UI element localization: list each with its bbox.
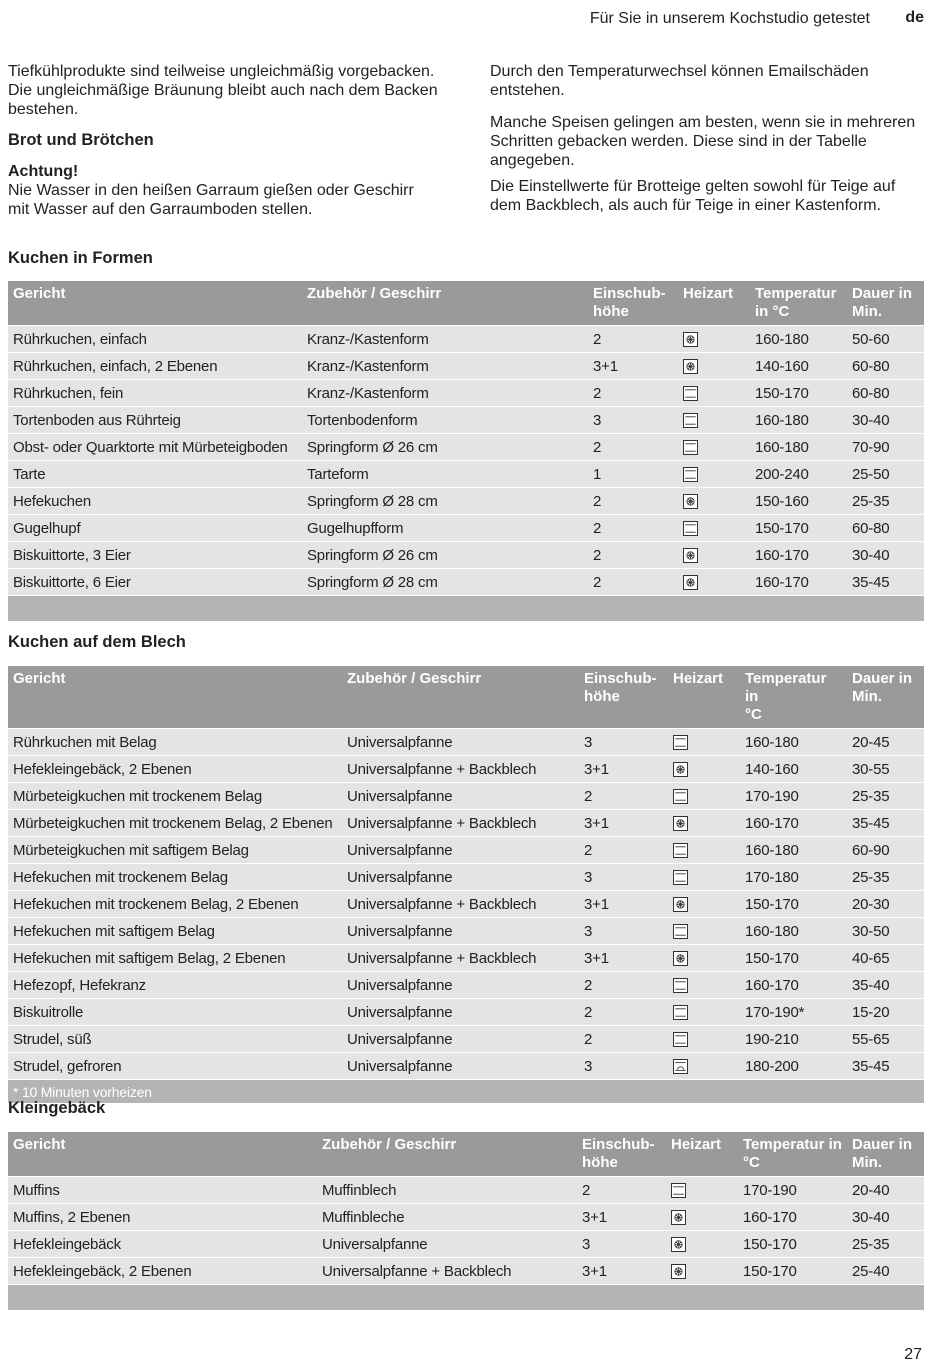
accessory-cell: Universalpfanne <box>342 1053 579 1080</box>
duration-cell: 25-50 <box>847 461 924 488</box>
dish-cell: Hefezopf, Hefekranz <box>8 972 342 999</box>
table-footnote <box>8 1285 924 1311</box>
temperature-cell: 170-180 <box>740 864 847 891</box>
temperature-cell: 160-170 <box>750 542 847 569</box>
shelf-level-cell: 3+1 <box>588 353 678 380</box>
page-number: 27 <box>904 1346 922 1363</box>
heating-mode-cell <box>668 783 740 810</box>
temperature-cell: 150-170 <box>750 515 847 542</box>
fan-heating-icon <box>671 1237 686 1252</box>
heating-mode-cell <box>666 1258 738 1285</box>
column-header: Einschub- höhe <box>577 1132 666 1177</box>
temperature-cell: 160-180 <box>750 434 847 461</box>
dish-cell: Tarte <box>8 461 302 488</box>
table-row <box>8 837 924 864</box>
heating-mode-cell <box>668 1026 740 1053</box>
duration-cell: 25-40 <box>847 1258 924 1285</box>
table-row <box>8 353 924 380</box>
accessory-cell: Universalpfanne <box>342 783 579 810</box>
dish-cell: Hefekuchen mit saftigem Belag <box>8 918 342 945</box>
heating-mode-cell <box>678 569 750 596</box>
temperature-cell: 150-170 <box>738 1231 847 1258</box>
fan-heating-icon <box>683 548 698 563</box>
temperature-cell: 190-210 <box>740 1026 847 1053</box>
shelf-level-cell: 1 <box>588 461 678 488</box>
table-row <box>8 1026 924 1053</box>
dish-cell: Hefekuchen <box>8 488 302 515</box>
accessory-cell: Universalpfanne <box>342 837 579 864</box>
dish-cell: Mürbeteigkuchen mit trockenem Belag <box>8 783 342 810</box>
duration-cell: 35-45 <box>847 1053 924 1080</box>
top-bottom-heat-icon <box>673 924 688 939</box>
temperature-cell: 150-170 <box>740 945 847 972</box>
page-header <box>0 8 950 30</box>
language-code: de <box>905 9 924 26</box>
table-title: Kuchen in Formen <box>8 249 153 267</box>
table-row <box>8 891 924 918</box>
temperature-cell: 160-180 <box>750 407 847 434</box>
dish-cell: Hefekuchen mit trockenem Belag <box>8 864 342 891</box>
column-header: Einschub- höhe <box>579 666 668 729</box>
heating-mode-cell <box>668 756 740 783</box>
table-row <box>8 515 924 542</box>
heating-mode-cell <box>668 891 740 918</box>
shelf-level-cell: 3+1 <box>577 1258 666 1285</box>
duration-cell: 25-35 <box>847 864 924 891</box>
top-bottom-heat-icon <box>683 521 698 536</box>
duration-cell: 60-90 <box>847 837 924 864</box>
heating-mode-cell <box>678 461 750 488</box>
temperature-cell: 140-160 <box>740 756 847 783</box>
accessory-cell: Muffinblech <box>317 1177 577 1204</box>
shelf-level-cell: 2 <box>588 326 678 353</box>
intro-left-column <box>8 62 438 231</box>
column-header: Zubehör / Geschirr <box>302 281 588 326</box>
table-row <box>8 434 924 461</box>
table-header-row <box>8 281 924 326</box>
shelf-level-cell: 2 <box>588 434 678 461</box>
top-bottom-heat-icon <box>673 843 688 858</box>
heating-mode-cell <box>668 864 740 891</box>
duration-cell: 60-80 <box>847 380 924 407</box>
table-row <box>8 326 924 353</box>
shelf-level-cell: 2 <box>588 515 678 542</box>
column-header: Heizart <box>678 281 750 326</box>
table-row <box>8 488 924 515</box>
shelf-level-cell: 2 <box>588 569 678 596</box>
accessory-cell: Muffinbleche <box>317 1204 577 1231</box>
fan-heating-icon <box>683 575 698 590</box>
top-bottom-heat-icon <box>673 735 688 750</box>
table-row <box>8 1258 924 1285</box>
dish-cell: Mürbeteigkuchen mit saftigem Belag <box>8 837 342 864</box>
shelf-level-cell: 2 <box>577 1177 666 1204</box>
column-header: Heizart <box>668 666 740 729</box>
temperature-cell: 170-190 <box>738 1177 847 1204</box>
heating-mode-cell <box>668 945 740 972</box>
dish-cell: Obst- oder Quarktorte mit Mürbeteigboden <box>8 434 302 461</box>
temperature-cell: 160-170 <box>750 569 847 596</box>
baking-table-kuchen-in-formen <box>8 281 924 622</box>
duration-cell: 25-35 <box>847 783 924 810</box>
shelf-level-cell: 3 <box>579 1053 668 1080</box>
shelf-level-cell: 3+1 <box>579 756 668 783</box>
accessory-cell: Universalpfanne + Backblech <box>342 756 579 783</box>
baking-table-kuchen-auf-dem-blech <box>8 666 924 1104</box>
duration-cell: 30-40 <box>847 407 924 434</box>
duration-cell: 20-40 <box>847 1177 924 1204</box>
column-header: Temperatur in °C <box>738 1132 847 1177</box>
duration-cell: 30-40 <box>847 542 924 569</box>
accessory-cell: Springform Ø 28 cm <box>302 488 588 515</box>
shelf-level-cell: 2 <box>588 542 678 569</box>
duration-cell: 35-45 <box>847 810 924 837</box>
shelf-level-cell: 2 <box>579 999 668 1026</box>
shelf-level-cell: 2 <box>579 972 668 999</box>
accessory-cell: Universalpfanne <box>342 999 579 1026</box>
duration-cell: 35-45 <box>847 569 924 596</box>
temperature-cell: 150-170 <box>740 891 847 918</box>
top-bottom-heat-icon <box>683 413 698 428</box>
accessory-cell: Tortenbodenform <box>302 407 588 434</box>
fan-heating-icon <box>683 359 698 374</box>
dish-cell: Gugelhupf <box>8 515 302 542</box>
table-row <box>8 918 924 945</box>
temperature-cell: 160-180 <box>740 729 847 756</box>
accessory-cell: Universalpfanne + Backblech <box>317 1258 577 1285</box>
dish-cell: Muffins, 2 Ebenen <box>8 1204 317 1231</box>
table-footer-row <box>8 1285 924 1311</box>
dish-cell: Hefekuchen mit trockenem Belag, 2 Ebenen <box>8 891 342 918</box>
table-row <box>8 810 924 837</box>
shelf-level-cell: 3+1 <box>579 810 668 837</box>
temperature-cell: 160-170 <box>738 1204 847 1231</box>
dish-cell: Hefekuchen mit saftigem Belag, 2 Ebenen <box>8 945 342 972</box>
temperature-cell: 180-200 <box>740 1053 847 1080</box>
heating-mode-cell <box>666 1204 738 1231</box>
dish-cell: Strudel, süß <box>8 1026 342 1053</box>
accessory-cell: Kranz-/Kastenform <box>302 353 588 380</box>
heating-mode-cell <box>678 326 750 353</box>
temperature-cell: 150-160 <box>750 488 847 515</box>
accessory-cell: Universalpfanne + Backblech <box>342 945 579 972</box>
accessory-cell: Universalpfanne <box>317 1231 577 1258</box>
accessory-cell: Universalpfanne <box>342 729 579 756</box>
warning-text: Nie Wasser in den heißen Garraum gießen oder Geschirr mit Wasser auf den Garraumboden stellen. <box>8 182 414 218</box>
heating-mode-cell <box>668 729 740 756</box>
intro-right-column <box>490 62 920 227</box>
column-header: Dauer in Min. <box>847 666 924 729</box>
duration-cell: 30-50 <box>847 918 924 945</box>
table-row <box>8 864 924 891</box>
heating-mode-cell <box>668 810 740 837</box>
temperature-cell: 160-180 <box>740 837 847 864</box>
shelf-level-cell: 3+1 <box>579 891 668 918</box>
shelf-level-cell: 3 <box>577 1231 666 1258</box>
table-header-row <box>8 1132 924 1177</box>
duration-cell: 20-45 <box>847 729 924 756</box>
dish-cell: Muffins <box>8 1177 317 1204</box>
top-bottom-heat-icon <box>671 1183 686 1198</box>
duration-cell: 70-90 <box>847 434 924 461</box>
duration-cell: 55-65 <box>847 1026 924 1053</box>
table-footer-row <box>8 1080 924 1104</box>
top-bottom-heat-icon <box>673 870 688 885</box>
table-row <box>8 380 924 407</box>
temperature-cell: 150-170 <box>750 380 847 407</box>
dish-cell: Hefekleingebäck <box>8 1231 317 1258</box>
temperature-cell: 170-190* <box>740 999 847 1026</box>
temperature-cell: 200-240 <box>750 461 847 488</box>
accessory-cell: Universalpfanne + Backblech <box>342 891 579 918</box>
dish-cell: Biskuittorte, 6 Eier <box>8 569 302 596</box>
dish-cell: Hefekleingebäck, 2 Ebenen <box>8 1258 317 1285</box>
table-row <box>8 407 924 434</box>
header-title: Für Sie in unserem Kochstudio getestet <box>589 10 870 27</box>
baking-table-kleingebaeck <box>8 1132 924 1311</box>
heating-mode-cell <box>678 542 750 569</box>
heating-mode-cell <box>668 999 740 1026</box>
column-header: Temperatur in °C <box>750 281 847 326</box>
column-header: Temperatur in °C <box>740 666 847 729</box>
shelf-level-cell: 2 <box>579 837 668 864</box>
accessory-cell: Gugelhupfform <box>302 515 588 542</box>
duration-cell: 30-55 <box>847 756 924 783</box>
shelf-level-cell: 2 <box>579 1026 668 1053</box>
accessory-cell: Universalpfanne <box>342 864 579 891</box>
top-bottom-heat-icon <box>683 386 698 401</box>
temperature-cell: 140-160 <box>750 353 847 380</box>
intro-paragraph: Die Einstellwerte für Brotteige gelten sowohl für Teige auf dem Backblech, als auch für Teige in einer Kastenform. <box>490 178 896 214</box>
section-heading: Brot und Brötchen <box>8 131 154 149</box>
column-header: Zubehör / Geschirr <box>317 1132 577 1177</box>
shelf-level-cell: 3 <box>588 407 678 434</box>
heating-mode-cell <box>668 918 740 945</box>
fan-heating-icon <box>673 762 688 777</box>
heating-mode-cell <box>678 380 750 407</box>
table-header-row <box>8 666 924 729</box>
fan-heating-icon <box>673 897 688 912</box>
accessory-cell: Springform Ø 28 cm <box>302 569 588 596</box>
duration-cell: 50-60 <box>847 326 924 353</box>
column-header: Zubehör / Geschirr <box>342 666 579 729</box>
column-header: Gericht <box>8 1132 317 1177</box>
shelf-level-cell: 3+1 <box>579 945 668 972</box>
table-row <box>8 972 924 999</box>
heating-mode-cell <box>678 353 750 380</box>
table-footer-row <box>8 596 924 622</box>
table-footnote <box>8 596 924 622</box>
dish-cell: Rührkuchen, einfach <box>8 326 302 353</box>
dish-cell: Biskuitrolle <box>8 999 342 1026</box>
shelf-level-cell: 3 <box>579 729 668 756</box>
column-header: Einschub- höhe <box>588 281 678 326</box>
temperature-cell: 160-170 <box>740 972 847 999</box>
column-header: Gericht <box>8 281 302 326</box>
intro-paragraph: Manche Speisen gelingen am besten, wenn sie in mehreren Schritten gebacken werden. Diese sind in der Tabelle angegeben. <box>490 114 916 169</box>
heating-mode-cell <box>668 1053 740 1080</box>
table-row <box>8 1177 924 1204</box>
dish-cell: Rührkuchen mit Belag <box>8 729 342 756</box>
table-row <box>8 945 924 972</box>
duration-cell: 60-80 <box>847 515 924 542</box>
top-bottom-heat-icon <box>673 1005 688 1020</box>
fan-heating-icon <box>671 1264 686 1279</box>
table-row <box>8 999 924 1026</box>
table-title: Kleingebäck <box>8 1099 106 1117</box>
heating-mode-cell <box>668 837 740 864</box>
column-header: Heizart <box>666 1132 738 1177</box>
temperature-cell: 150-170 <box>738 1258 847 1285</box>
duration-cell: 20-30 <box>847 891 924 918</box>
shelf-level-cell: 2 <box>588 488 678 515</box>
dish-cell: Rührkuchen, einfach, 2 Ebenen <box>8 353 302 380</box>
heating-mode-cell <box>678 407 750 434</box>
duration-cell: 30-40 <box>847 1204 924 1231</box>
dish-cell: Rührkuchen, fein <box>8 380 302 407</box>
temperature-cell: 170-190 <box>740 783 847 810</box>
fan-heating-icon <box>683 494 698 509</box>
heating-mode-cell <box>668 972 740 999</box>
dish-cell: Strudel, gefroren <box>8 1053 342 1080</box>
dish-cell: Mürbeteigkuchen mit trockenem Belag, 2 Ebenen <box>8 810 342 837</box>
dish-cell: Biskuittorte, 3 Eier <box>8 542 302 569</box>
shelf-level-cell: 2 <box>579 783 668 810</box>
duration-cell: 60-80 <box>847 353 924 380</box>
shelf-level-cell: 2 <box>588 380 678 407</box>
fan-heating-icon <box>683 332 698 347</box>
heating-mode-cell <box>666 1177 738 1204</box>
shelf-level-cell: 3+1 <box>577 1204 666 1231</box>
table-row <box>8 729 924 756</box>
heating-mode-cell <box>678 488 750 515</box>
top-bottom-heat-icon <box>673 978 688 993</box>
duration-cell: 25-35 <box>847 488 924 515</box>
top-bottom-heat-icon <box>673 789 688 804</box>
dish-cell: Tortenboden aus Rührteig <box>8 407 302 434</box>
temperature-cell: 160-180 <box>740 918 847 945</box>
accessory-cell: Universalpfanne <box>342 1026 579 1053</box>
table-row <box>8 1231 924 1258</box>
shelf-level-cell: 3 <box>579 918 668 945</box>
shelf-level-cell: 3 <box>579 864 668 891</box>
accessory-cell: Springform Ø 26 cm <box>302 434 588 461</box>
duration-cell: 35-40 <box>847 972 924 999</box>
accessory-cell: Universalpfanne + Backblech <box>342 810 579 837</box>
table-row <box>8 756 924 783</box>
fan-heating-icon <box>671 1210 686 1225</box>
table-row <box>8 1053 924 1080</box>
top-bottom-heat-icon <box>683 440 698 455</box>
heating-mode-cell <box>666 1231 738 1258</box>
table-row <box>8 569 924 596</box>
heating-mode-cell <box>678 515 750 542</box>
duration-cell: 15-20 <box>847 999 924 1026</box>
fan-heating-icon <box>673 816 688 831</box>
top-bottom-heat-icon <box>683 467 698 482</box>
column-header: Dauer in Min. <box>847 1132 924 1177</box>
temperature-cell: 160-170 <box>740 810 847 837</box>
table-row <box>8 783 924 810</box>
table-footnote: * 10 Minuten vorheizen <box>8 1080 924 1104</box>
intro-paragraph: Durch den Temperaturwechsel können Emailschäden entstehen. <box>490 63 869 99</box>
duration-cell: 40-65 <box>847 945 924 972</box>
table-row <box>8 461 924 488</box>
accessory-cell: Tarteform <box>302 461 588 488</box>
dish-cell: Hefekleingebäck, 2 Ebenen <box>8 756 342 783</box>
top-bottom-heat-icon <box>673 1032 688 1047</box>
fan-heating-icon <box>673 951 688 966</box>
table-title: Kuchen auf dem Blech <box>8 633 186 651</box>
accessory-cell: Kranz-/Kastenform <box>302 380 588 407</box>
accessory-cell: Universalpfanne <box>342 918 579 945</box>
pizza-setting-icon <box>673 1059 688 1074</box>
duration-cell: 25-35 <box>847 1231 924 1258</box>
heating-mode-cell <box>678 434 750 461</box>
temperature-cell: 160-180 <box>750 326 847 353</box>
accessory-cell: Universalpfanne <box>342 972 579 999</box>
warning-label: Achtung! <box>8 163 79 180</box>
accessory-cell: Kranz-/Kastenform <box>302 326 588 353</box>
table-row <box>8 542 924 569</box>
accessory-cell: Springform Ø 26 cm <box>302 542 588 569</box>
column-header: Gericht <box>8 666 342 729</box>
column-header: Dauer in Min. <box>847 281 924 326</box>
intro-paragraph: Tiefkühlprodukte sind teilweise ungleichmäßig vorgebacken. Die ungleichmäßige Bräunung bleibt auch nach dem Backen bestehen. <box>8 63 438 118</box>
table-row <box>8 1204 924 1231</box>
